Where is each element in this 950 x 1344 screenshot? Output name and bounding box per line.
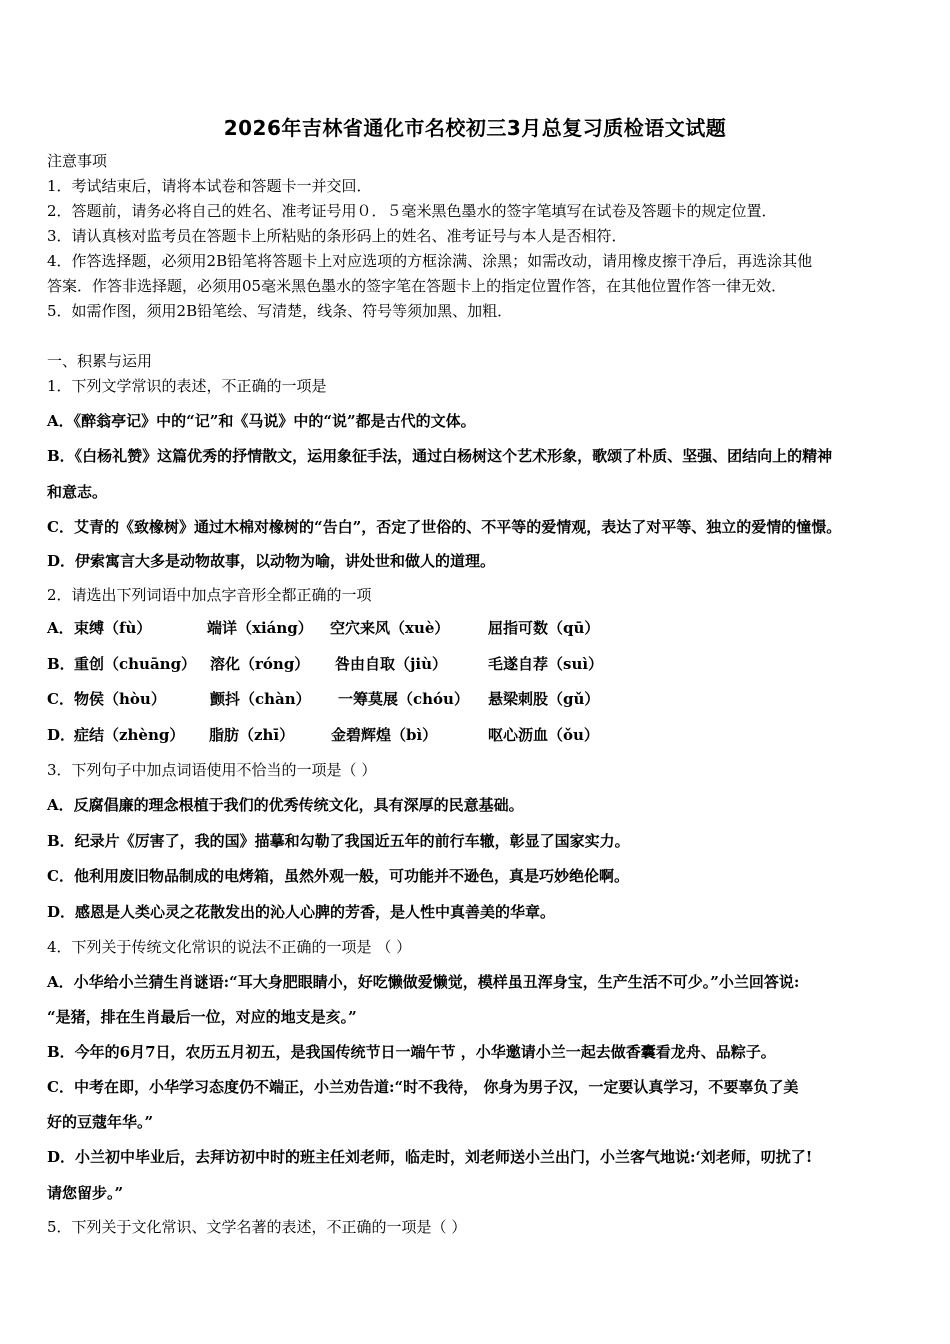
question-stem: 1．下列文学常识的表述，不正确的一项是 bbox=[47, 377, 327, 395]
word-item: 金碧辉煌（bì） bbox=[331, 726, 438, 744]
word-item: 一筹莫展（chóu） bbox=[338, 690, 469, 708]
option-label: D． bbox=[47, 726, 76, 744]
question-stem: 5．下列关于文化常识、文学名著的表述，不正确的一项是（ ） bbox=[47, 1218, 467, 1236]
word-item: 呕心沥血（ǒu） bbox=[488, 726, 599, 744]
word-item: 颤抖（chàn） bbox=[210, 690, 311, 708]
option-b: B．纪录片《厉害了，我的国》描摹和勾勒了我国近五年的前行车辙，彰显了国家实力。 bbox=[47, 832, 630, 850]
option-label: B． bbox=[47, 655, 75, 673]
question-stem: 2．请选出下列词语中加点字音形全都正确的一项 bbox=[47, 586, 372, 604]
word-item: 物侯（hòu） bbox=[74, 690, 166, 708]
word-item: 症结（zhèng） bbox=[74, 726, 185, 744]
word-item: 悬梁刺股（gǔ） bbox=[488, 690, 600, 708]
option-b: B．《白杨礼赞》这篇优秀的抒情散文，运用象征手法，通过白杨树这个艺术形象，歌颂了朴质、坚强、团结向上的精神 bbox=[47, 447, 833, 465]
word-item: 端详（xiáng） bbox=[207, 619, 313, 637]
notice-item: 5．如需作图，须用2B铅笔绘、写清楚，线条、符号等须加黑、加粗． bbox=[47, 302, 513, 320]
option-a: A．小华给小兰猜生肖谜语:“耳大身肥眼睛小，好吃懒做爱懒觉，模样虽丑浑身宝，生产生活不可少。”小兰回答说: bbox=[47, 973, 800, 991]
word-item: 空穴来风（xuè） bbox=[330, 619, 450, 637]
notice-item: 答案．作答非选择题，必须用05毫米黑色墨水的签字笔在答题卡上的指定位置作答，在其他位置作答一律无效． bbox=[47, 277, 787, 295]
notice-item: 3．请认真核对监考员在答题卡上所粘贴的条形码上的姓名、准考证号与本人是否相符． bbox=[47, 227, 627, 245]
option-b: B．今年的6月7日，农历五月初五，是我国传统节日一端午节 ，小华邀请小兰一起去做香囊看龙舟、品粽子。 bbox=[47, 1043, 776, 1061]
option-d: D．小兰初中毕业后，去拜访初中时的班主任刘老师，临走时，刘老师送小兰出门，小兰客气地说:‘刘老师，叨扰了! bbox=[47, 1148, 813, 1166]
word-item: 脂肪（zhī） bbox=[209, 726, 295, 744]
word-item: 束缚（fù） bbox=[74, 619, 152, 637]
option-c: C．艾青的《致橡树》通过木棉对橡树的“告白”，否定了世俗的、不平等的爱情观，表达了对平等、独立的爱情的憧憬。 bbox=[47, 518, 842, 536]
option-c: C．中考在即，小华学习态度仍不端正，小兰劝告道:“时不我待， 你身为男子汉，一定要认真学习，不要辜负了美 bbox=[47, 1078, 799, 1096]
option-c-cont: 好的豆蔻年华。” bbox=[47, 1113, 154, 1131]
option-d-cont: 请您留步。” bbox=[47, 1184, 124, 1202]
question-stem: 4．下列关于传统文化常识的说法不正确的一项是 （ ） bbox=[47, 938, 412, 956]
question-stem: 3．下列句子中加点词语使用不恰当的一项是（ ） bbox=[47, 761, 377, 779]
option-label: C． bbox=[47, 690, 74, 708]
option-label: A． bbox=[47, 619, 74, 637]
section-heading: 一、积累与运用 bbox=[47, 352, 153, 370]
page-title: 2026年吉林省通化市名校初三3月总复习质检语文试题 bbox=[223, 116, 727, 140]
option-c: C．他利用废旧物品制成的电烤箱，虽然外观一般，可功能并不逊色，真是巧妙绝伦啊。 bbox=[47, 867, 629, 885]
option-d: D．感恩是人类心灵之花散发出的沁人心脾的芳香，是人性中真善美的华章。 bbox=[47, 903, 556, 921]
notice-heading: 注意事项 bbox=[47, 152, 108, 170]
option-a: A．反腐倡廉的理念根植于我们的优秀传统文化，具有深厚的民意基础。 bbox=[47, 796, 524, 814]
word-item: 溶化（róng） bbox=[210, 655, 310, 673]
notice-item: 1．考试结束后，请将本试卷和答题卡一并交回． bbox=[47, 177, 372, 195]
option-d: D．伊索寓言大多是动物故事，以动物为喻，讲处世和做人的道理。 bbox=[47, 552, 496, 570]
notice-item: 4．作答选择题，必须用2B铅笔将答题卡上对应选项的方框涂满、涂黑；如需改动，请用橡皮擦干净后，再选涂其他 bbox=[47, 252, 813, 270]
word-item: 重创（chuāng） bbox=[74, 655, 197, 673]
word-item: 咎由自取（jiù） bbox=[335, 655, 448, 673]
option-b-cont: 和意志。 bbox=[47, 483, 108, 501]
option-a: A．《醉翁亭记》中的“记”和《马说》中的“说”都是古代的文体。 bbox=[47, 412, 476, 430]
word-item: 屈指可数（qū） bbox=[488, 619, 600, 637]
notice-item: 2．答题前，请务必将自己的姓名、准考证号用０．５毫米黑色墨水的签字笔填写在试卷及答题卡的规定位置． bbox=[47, 202, 777, 220]
option-a-cont: “是猪，排在生肖最后一位，对应的地支是亥。” bbox=[47, 1008, 357, 1026]
word-item: 毛遂自荐（suì） bbox=[488, 655, 604, 673]
